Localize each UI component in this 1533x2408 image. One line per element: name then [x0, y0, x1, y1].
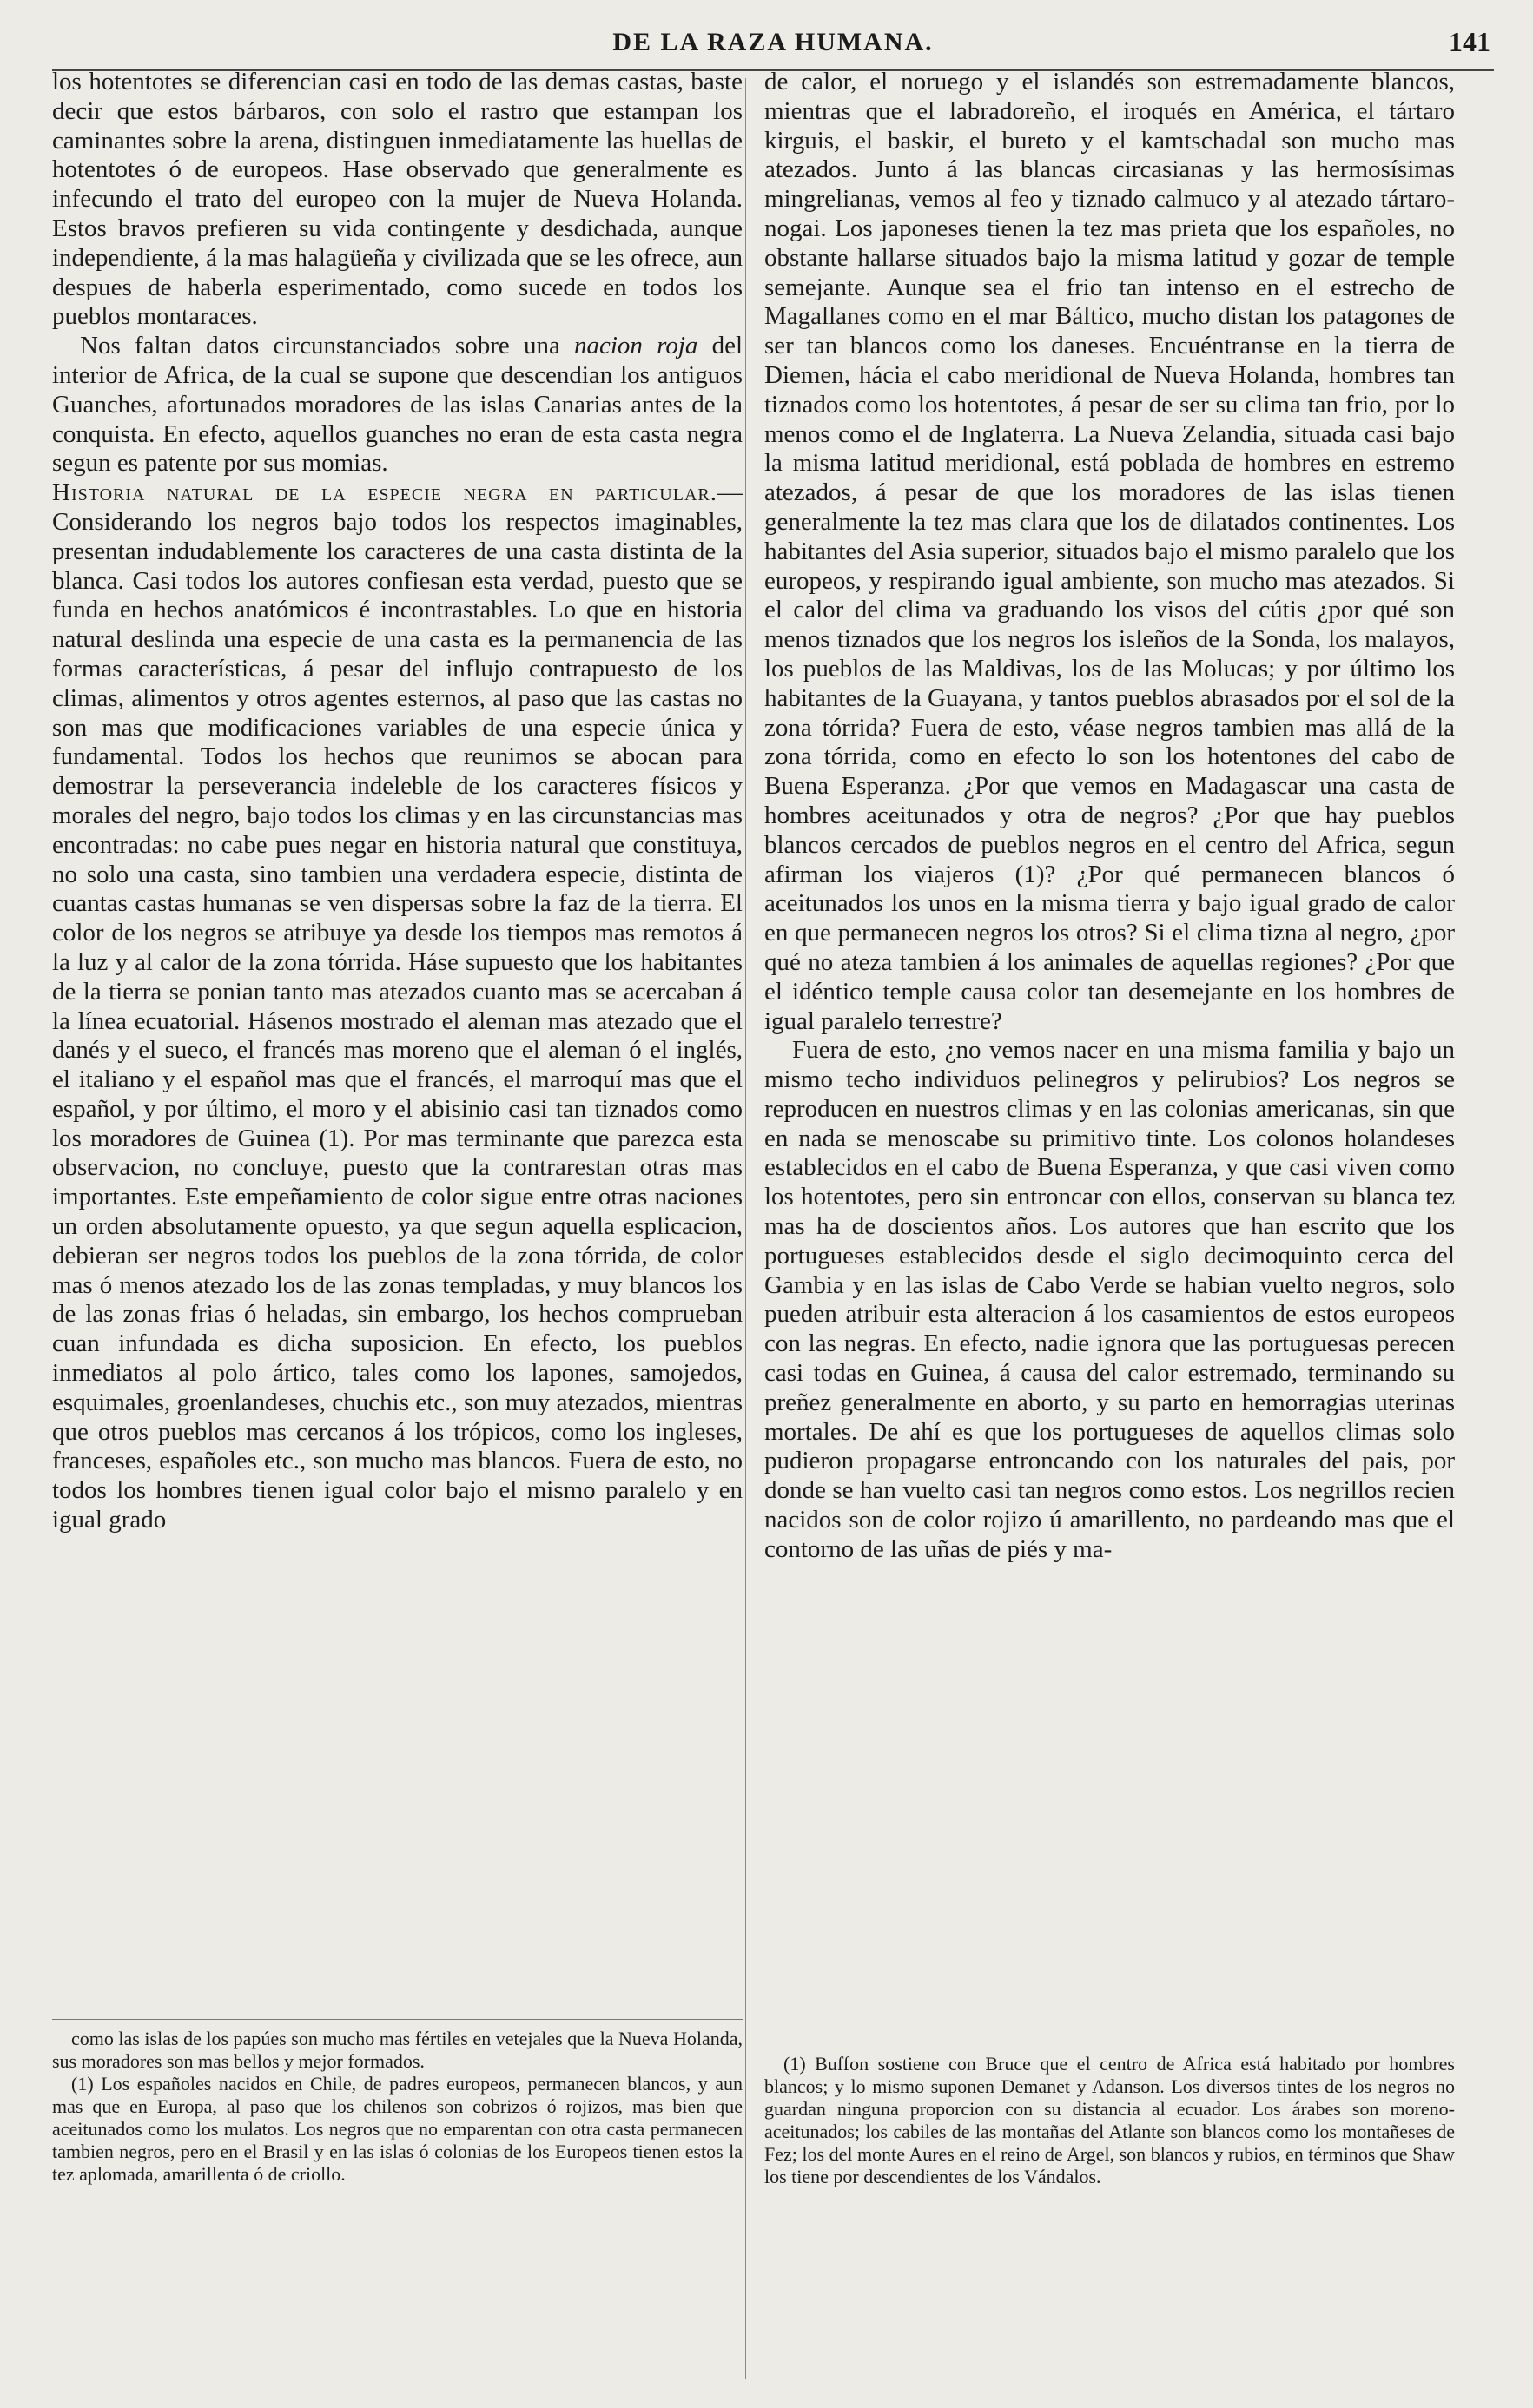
paragraph [52, 332, 743, 478]
footnote: (1) Buffon sostiene con Bruce que el centro de Africa está habitado por hombres blancos; y lo mismo suponen Demanet y Adanson. Los diversos tintes de los negros no guardan ninguna proporcion con su distancia al ecuador. Los árabes son moreno-aceitunados; los cabiles de las montañas del Atlante son blancos como los montañeses de Fez; los del monte Aures en el reino de Argel, son blancos y rubios, en términos que Shaw los tiene por descendientes de los Vándalos. [764, 2053, 1455, 2187]
left-column [52, 68, 743, 1535]
running-head-title: DE LA RAZA HUMANA. [612, 28, 934, 56]
running-head [52, 26, 1494, 71]
footnotes-left [52, 2028, 743, 2186]
paragraph: de calor, el noruego y el islandés son estremadamente blancos, mientras que el labradoreño, el iroqués en América, el tártaro kirguis, el baskir, el bureto y el kamtschadal son mucho mas atezados. Junto á las blancas circasianas y las hermosísimas mingrelianas, vemos al feo y tiznado calmuco y al atezado tártaro-nogai. Los japoneses tienen la tez mas prieta que los españoles, no obstante hallarse situados bajo la misma latitud y gozar de temple semejante. Aunque sea el frio tan intenso en el estrecho de Magallanes como en el mar Báltico, mucho distan los patagones de ser tan blancos como los daneses. Encuéntranse en la tierra de Diemen, hácia el cabo meridional de Nueva Holanda, hombres tan tiznados como los hotentotes, á pesar de ser su clima tan frio, por lo menos como el de Inglaterra. La Nueva Zelandia, situada casi bajo la misma latitud meridional, está poblada de hombres en estremo atezados, á pesar de que los moradores de las islas tienen generalmente la tez mas clara que los de dilatados continentes. Los habitantes del Asia superior, situados bajo el mismo paralelo que los europeos, y respirando igual ambiente, son mucho mas atezados. Si el calor del clima va graduando los visos del cútis ¿por qué son menos tiznados que los negros los isleños de la Sonda, los malayos, los pueblos de las Maldivas, los de las Molucas; y por último los habitantes de la Guayana, y tantos pueblos abrasados por el sol de la zona tórrida? Fuera de esto, véase negros tambien mas allá de la zona tórrida, como en efecto lo son los hotentones del cabo de Buena Esperanza. ¿Por que vemos en Madagascar una casta de hombres aceitunados y otra de negros? ¿Por que hay pueblos blancos cercados de pueblos negros en el centro del Africa, segun afirman los viajeros (1)? ¿Por qué permanecen blancos ó aceitunados los unos en la misma tierra y bajo igual grado de calor en que permanecen negros los otros? Si el clima tizna al negro, ¿por qué no ateza tambien á los animales de aquellas regiones? ¿Por que el idéntico temple causa color tan desemejante en los hombres de igual paralelo terrestre? [764, 68, 1455, 1035]
emphasis: nacion roja [574, 332, 698, 360]
paragraph-text: del interior de Africa, de la cual se supone que descendian los antiguos Guanches, afortunados moradores de las islas Canarias antes de la conquista. En efecto, aquellos guanches no eran de esta casta negra segun es patente por sus momias. [52, 332, 743, 478]
paragraph: los hotentotes se diferencian casi en todo de las demas castas, baste decir que estos bárbaros, con solo el rastro que estampan los caminantes sobre la arena, distinguen inmediatamente las huellas de hotentotes ó de europeos. Hase observado que generalmente es infecundo el trato del europeo con la mujer de Nueva Holanda. Estos bravos prefieren su vida contingente y desdichada, aunque independiente, á la mas halagüeña y civilizada que se les ofrece, aun despues de haberla esperimentado, como sucede en todos los pueblos montaraces. [52, 68, 743, 331]
paragraph: Fuera de esto, ¿no vemos nacer en una misma familia y bajo un mismo techo individuos pelinegros y pelirubios? Los negros se reproducen en nuestros climas y en las colonias americanas, sin que en nada se menoscabe su primitivo tinte. Los colonos holandeses establecidos en el cabo de Buena Esperanza, y que casi viven como los hotentotes, pero sin entroncar con ellos, conservan su blanca tez mas ha de doscientos años. Los autores que han escrito que los portugueses establecidos desde el siglo decimoquinto cerca del Gambia y en las islas de Cabo Verde se habian vuelto negros, solo pueden atribuir esta alteracion á los casamientos de estos europeos con las negras. En efecto, nadie ignora que las portuguesas perecen casi todas en Guinea, á causa del calor estremado, terminando su preñez generalmente en aborto, y su parto en hemorragias uterinas mortales. De ahí es que los portugueses de aquellos climas solo pudieron propagarse entroncando con los naturales del pais, por donde se han vuelto casi tan negros como estos. Los negrillos recien nacidos son de color rojizo ú amarillento, no pardeando mas que el contorno de las uñas de piés y ma- [764, 1036, 1455, 1563]
footnote: (1) Los españoles nacidos en Chile, de padres europeos, permanecen blancos, y aun mas que en Europa, al paso que los chilenos son cobrizos ó rojizos, mas bien que aceitunados como los mulatos. Los negros que no emparentan con otra casta permanecen tambien negros, pero en el Brasil y en las islas ó colonias de los Europeos tienen estos la tez aplomada, amarillenta ó de criollo. [52, 2073, 743, 2185]
paragraph [52, 478, 743, 1535]
paragraph-text: —Considerando los negros bajo todos los respectos imaginables, presentan indudablemente los caracteres de una casta distinta de la blanca. Casi todos los autores confiesan esta verdad, puesto que se funda en hechos anatómicos é incontrastables. Lo que en historia natural deslinda una especie de una casta es la permanencia de las formas características, á pesar del influjo contrapuesto de los climas, alimentos y otros agentes esternos, al paso que las castas no son mas que modificaciones variables de una especie única y fundamental. Todos los hechos que reunimos se abocan para demostrar la perseverancia indeleble de los caracteres físicos y morales del negro, bajo todos los climas y en las circunstancias mas encontradas: no cabe pues negar en historia natural que constituya, no solo una casta, sino tambien una verdadera especie, distinta de cuantas castas humanas se ven dispersas sobre la faz de la tierra. El color de los negros se atribuye ya desde los tiempos mas remotos á la luz y al calor de la zona tórrida. Háse supuesto que los habitantes de la tierra se ponian tanto mas atezados cuanto mas se acercaban á la línea ecuatorial. Hásenos mostrado el aleman mas atezado que el danés y el sueco, el francés mas moreno que el aleman ó el inglés, el italiano y el español mas que el francés, el marroquí mas que el español, y por último, el moro y el abisinio casi tan tiznados como los moradores de Guinea (1). Por mas terminante que parezca esta observacion, no concluye, puesto que la contrarestan otras mas importantes. Este empeñamiento de color sigue entre otras naciones un orden absolutamente opuesto, ya que segun aquella esplicacion, debieran ser negros todos los pueblos de la zona tórrida, de color mas ó menos atezado los de las zonas templadas, y muy blancos los de las zonas frias ó heladas, sin embargo, los hechos comprueban cuan infundada es dicha suposicion. En efecto, los pueblos inmediatos al polo ártico, tales como los lapones, samojedos, esquimales, groenlandeses, chuchis etc., son muy atezados, mientras que otros pueblos mas cercanos á los trópicos, como los ingleses, franceses, españoles etc., son mucho mas blancos. Fuera de esto, no todos los hombres tienen igual color bajo el mismo paralelo y en igual grado [52, 478, 743, 1534]
footnote-divider [52, 2019, 743, 2020]
section-heading: Historia natural de la especie negra en particular. [52, 478, 717, 507]
footnotes-right [764, 2053, 1455, 2188]
column-divider [745, 78, 746, 2379]
footnote: como las islas de los papúes son mucho mas fértiles en vetejales que la Nueva Holanda, sus moradores son mas bellos y mejor formados. [52, 2028, 743, 2072]
right-column [764, 68, 1455, 1565]
paragraph-text: Nos faltan datos circunstanciados sobre una [80, 332, 574, 360]
page-number: 141 [1449, 26, 1490, 57]
